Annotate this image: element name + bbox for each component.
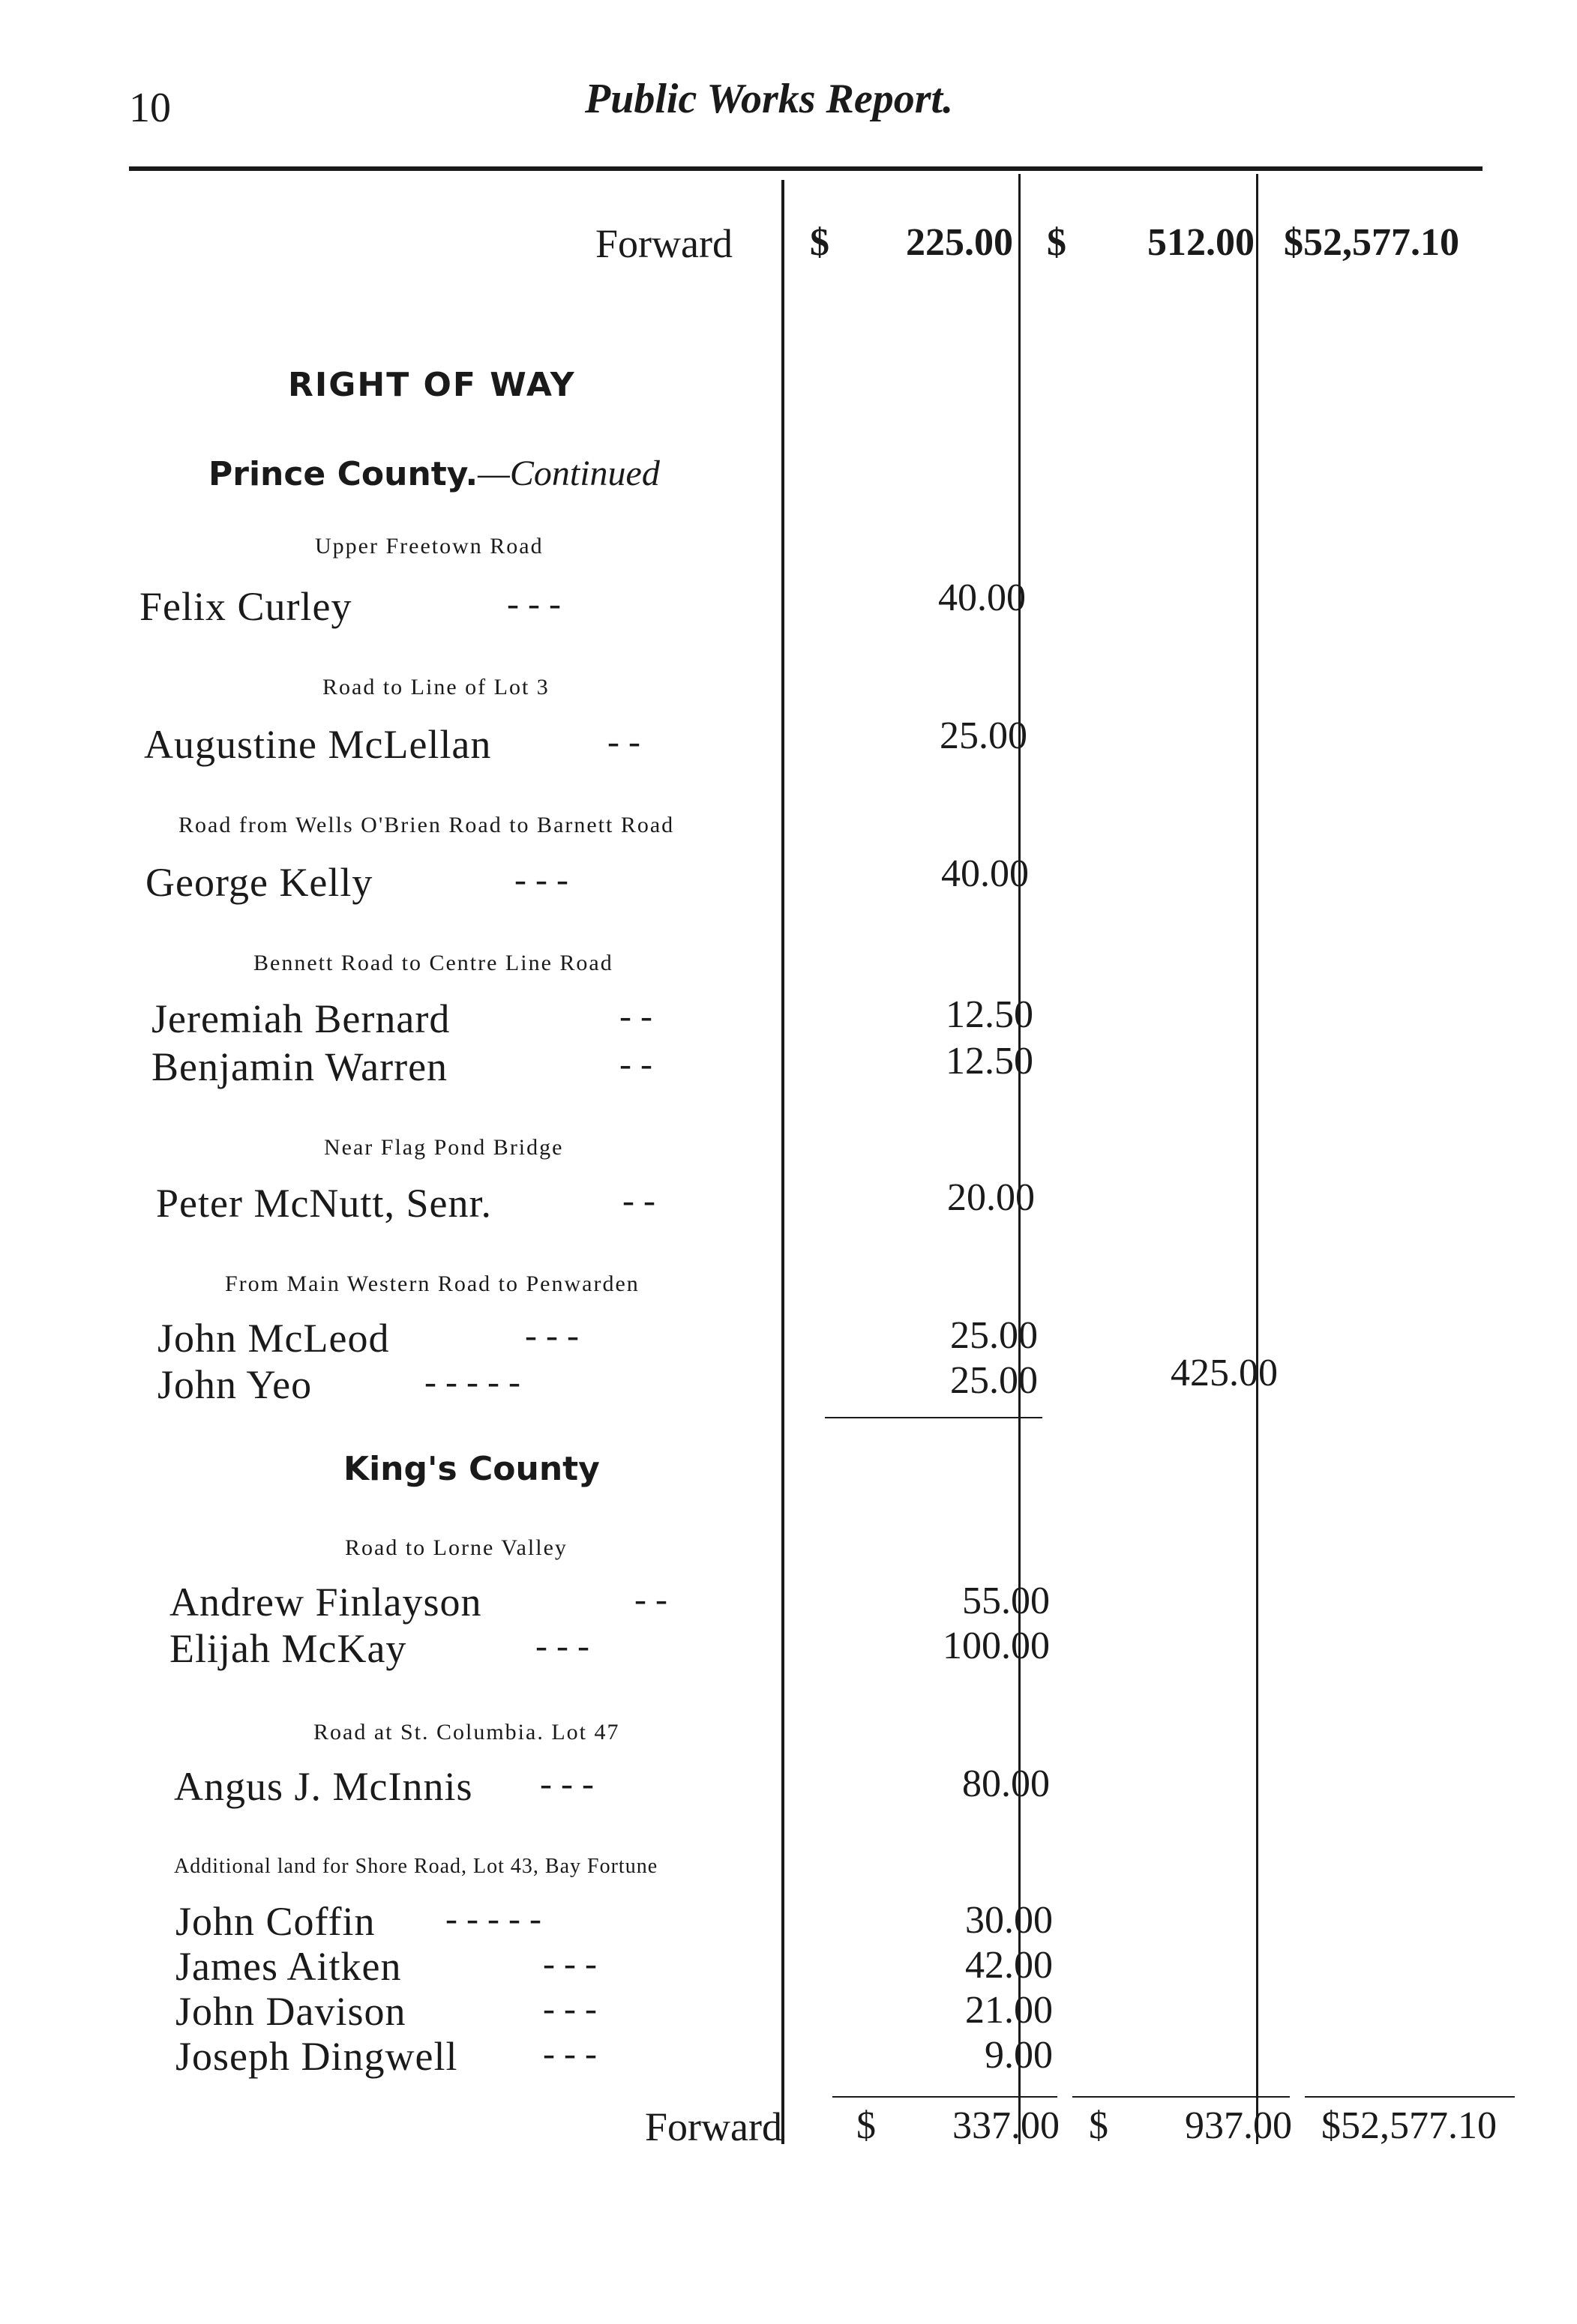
- col2-currency: $: [1089, 2104, 1108, 2147]
- payment-amount: 9.00: [985, 2034, 1053, 2077]
- prince-county-heading: [208, 453, 660, 494]
- leader-dashes: - -: [619, 996, 652, 1036]
- payment-amount: 42.00: [965, 1944, 1053, 1987]
- section-title: RIGHT OF WAY: [288, 366, 576, 404]
- owner-name: Peter McNutt, Senr.: [156, 1181, 492, 1226]
- owner-name: John Coffin: [175, 1899, 376, 1944]
- owner-name: John Davison: [175, 1989, 406, 2034]
- payment-amount: 25.00: [950, 1314, 1038, 1357]
- payment-amount: 25.00: [940, 714, 1027, 757]
- payment-amount: 20.00: [947, 1176, 1035, 1219]
- road-heading: Bennett Road to Centre Line Road: [253, 951, 613, 975]
- subtotal-rule: [825, 1417, 1042, 1418]
- column-divider-1: [781, 180, 784, 2144]
- road-heading: Road to Lorne Valley: [345, 1535, 568, 1560]
- total-rule-col1: [832, 2096, 1057, 2098]
- road-heading: Road to Line of Lot 3: [322, 675, 550, 699]
- owner-name: Joseph Dingwell: [175, 2034, 458, 2079]
- prince-county-subtotal: 425.00: [1171, 1352, 1278, 1394]
- road-heading: Road from Wells O'Brien Road to Barnett Road: [178, 813, 675, 837]
- owner-name: Andrew Finlayson: [169, 1580, 482, 1625]
- kings-county-title: King's County: [343, 1450, 600, 1488]
- header-rule: [129, 166, 1483, 171]
- leader-dashes: - - -: [540, 1764, 594, 1804]
- owner-name: Felix Curley: [139, 584, 352, 629]
- col2-currency: $: [1047, 221, 1066, 264]
- owner-name: George Kelly: [145, 860, 373, 905]
- forward-label: Forward: [645, 2104, 782, 2149]
- column-divider-2: [1018, 174, 1021, 2144]
- road-heading: From Main Western Road to Penwarden: [225, 1271, 640, 1296]
- owner-name: John Yeo: [157, 1362, 313, 1407]
- continued-label: —Continued: [478, 454, 660, 493]
- road-heading: Near Flag Pond Bridge: [324, 1135, 564, 1160]
- owner-name: Angus J. McInnis: [174, 1764, 473, 1809]
- road-heading: Upper Freetown Road: [315, 534, 544, 559]
- leader-dashes: - - -: [535, 1626, 589, 1666]
- leader-dashes: - - -: [507, 584, 561, 624]
- leader-dashes: - - -: [543, 1989, 597, 2029]
- owner-name: John McLeod: [157, 1316, 390, 1361]
- column-divider-3: [1256, 174, 1258, 2144]
- running-title: Public Works Report.: [585, 76, 954, 122]
- leader-dashes: - - - - -: [424, 1362, 520, 1402]
- payment-amount: 12.50: [946, 993, 1033, 1036]
- leader-dashes: - -: [622, 1181, 655, 1220]
- total-rule-col3: [1305, 2096, 1515, 2098]
- col1-currency: $: [810, 221, 829, 264]
- col1-currency: $: [856, 2104, 876, 2147]
- leader-dashes: - -: [607, 722, 640, 762]
- leader-dashes: - - -: [514, 860, 568, 900]
- owner-name: Jeremiah Bernard: [151, 996, 451, 1041]
- payment-amount: 12.50: [946, 1040, 1033, 1083]
- payment-amount: 80.00: [962, 1762, 1050, 1805]
- road-heading: Additional land for Shore Road, Lot 43, Bay Fortune: [174, 1855, 658, 1878]
- leader-dashes: - -: [634, 1580, 667, 1619]
- leader-dashes: - -: [619, 1044, 652, 1084]
- payment-amount: 25.00: [950, 1359, 1038, 1402]
- payment-amount: 40.00: [938, 577, 1026, 619]
- leader-dashes: - - -: [543, 1944, 597, 1984]
- leader-dashes: - - -: [525, 1316, 579, 1355]
- owner-name: Augustine McLellan: [144, 722, 492, 767]
- col3-amount: $52,577.10: [1321, 2104, 1497, 2147]
- payment-amount: 55.00: [962, 1580, 1050, 1622]
- road-heading: Road at St. Columbia. Lot 47: [313, 1720, 620, 1744]
- owner-name: Elijah McKay: [169, 1626, 407, 1671]
- page-number: 10: [129, 85, 171, 131]
- col2-amount: 512.00: [1147, 221, 1255, 264]
- payment-amount: 21.00: [965, 1989, 1053, 2032]
- col1-amount: 337.00: [952, 2104, 1060, 2147]
- forward-label: Forward: [595, 221, 733, 266]
- payment-amount: 30.00: [965, 1899, 1053, 1942]
- leader-dashes: - - -: [543, 2034, 597, 2074]
- col1-amount: 225.00: [906, 221, 1013, 264]
- total-rule-col2: [1072, 2096, 1290, 2098]
- owner-name: Benjamin Warren: [151, 1044, 448, 1089]
- col3-amount: $52,577.10: [1284, 221, 1459, 264]
- prince-county-title: Prince County.: [208, 455, 478, 493]
- payment-amount: 40.00: [941, 852, 1029, 895]
- leader-dashes: - - - - -: [445, 1899, 541, 1939]
- payment-amount: 100.00: [943, 1625, 1050, 1667]
- owner-name: James Aitken: [175, 1944, 402, 1989]
- col2-amount: 937.00: [1185, 2104, 1292, 2147]
